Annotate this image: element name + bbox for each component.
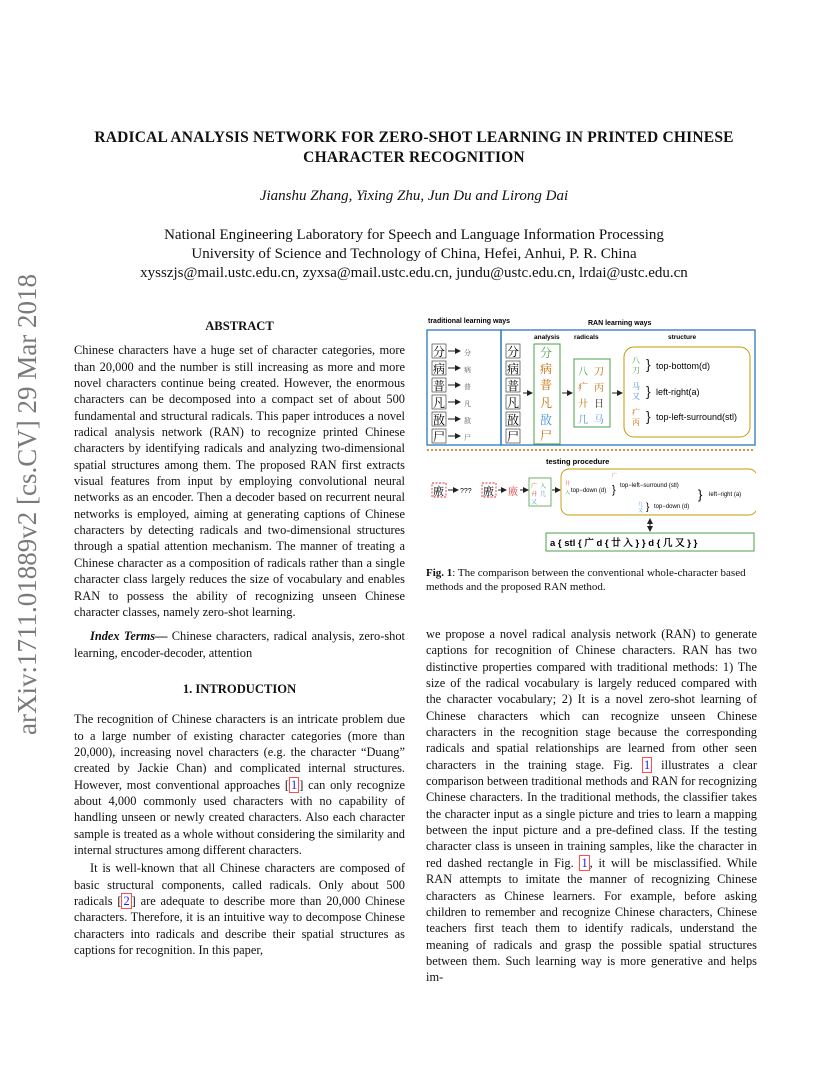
svg-text:廾: 廾: [578, 399, 588, 410]
intro-heading: 1. INTRODUCTION: [182, 681, 297, 696]
svg-text:病: 病: [507, 362, 520, 376]
svg-text:病: 病: [540, 362, 553, 376]
svg-text:廒: 廒: [433, 486, 444, 498]
svg-text:}: }: [612, 484, 616, 496]
svg-text:廒: 廒: [508, 487, 518, 498]
intro-p1-a: The recognition of Chinese characters is an intricate problem due to a large number of existing character categories (more than 20,000), increasing novel characters (e.g. the character “Duang” created by Jackie Chan) and complicated internal structures. However, most conventional approaches: [74, 712, 405, 792]
svg-text:廾: 廾: [565, 481, 571, 487]
svg-text:刀: 刀: [594, 367, 604, 378]
svg-text:丙: 丙: [632, 418, 640, 427]
svg-text:敔: 敔: [540, 413, 553, 427]
svg-text:普: 普: [433, 379, 446, 393]
abstract-heading: ABSTRACT: [205, 319, 274, 333]
analysis-label: analysis: [534, 334, 560, 341]
svg-text:日: 日: [594, 399, 604, 410]
svg-text:敔: 敔: [433, 413, 446, 427]
svg-text:廾: 廾: [531, 492, 538, 498]
svg-text:}: }: [646, 502, 650, 513]
traditional-chars: [432, 344, 471, 444]
svg-text:普: 普: [464, 384, 471, 391]
svg-text:几: 几: [578, 415, 588, 426]
svg-text:分: 分: [433, 345, 446, 359]
svg-text:普: 普: [540, 378, 553, 392]
svg-text:又: 又: [531, 500, 538, 506]
svg-text:广: 广: [612, 473, 618, 479]
caption-text: : The comparison between the conventional whole-character based methods and the proposed RAN method.: [426, 567, 746, 593]
svg-text:凡: 凡: [433, 396, 446, 410]
svg-text:分: 分: [464, 350, 471, 357]
affiliation-lab: National Engineering Laboratory for Speech and Language Information Processing: [164, 227, 664, 243]
traditional-label: traditional learning ways: [428, 318, 511, 325]
svg-text:疒: 疒: [632, 408, 640, 417]
svg-text:病: 病: [433, 362, 446, 376]
svg-text:top−down (d): top−down (d): [571, 488, 607, 494]
svg-text:尸: 尸: [540, 429, 553, 443]
svg-text:top−down (d): top−down (d): [654, 504, 690, 510]
svg-text:凡: 凡: [540, 396, 553, 410]
svg-text:尸: 尸: [433, 430, 446, 444]
svg-text:病: 病: [464, 367, 471, 374]
testing-label: testing procedure: [546, 457, 610, 466]
svg-text:}: }: [646, 383, 651, 399]
caption-sequence: a { stl { 广 d { 廿 入 } } d { 几 又 } }: [550, 538, 698, 549]
svg-text:}: }: [646, 356, 651, 372]
right-column: [426, 626, 757, 986]
svg-text:尸: 尸: [464, 435, 471, 442]
testing-traditional: [432, 483, 472, 498]
svg-text:敔: 敔: [464, 418, 471, 425]
affiliation-emails: xysszjs@mail.ustc.edu.cn, zyxsa@mail.ustc.edu.cn, jundu@ustc.edu.cn, lrdai@ustc.edu.cn: [140, 265, 688, 281]
svg-text:敔: 敔: [507, 413, 520, 427]
svg-text:八: 八: [632, 356, 640, 365]
svg-text:疒: 疒: [578, 383, 588, 394]
svg-text:left−right (a): left−right (a): [709, 492, 742, 498]
svg-text:又: 又: [638, 508, 644, 514]
intro-p2-b: are adequate to describe more than 20,000 Chinese characters. Therefore, it is an intuitive way to decompose Chinese characters into radicals and describe their spatial structures as captions for recognition. In this paper,: [74, 894, 406, 958]
structure-items: [632, 356, 737, 427]
right-text-c: , it will be misclassified. While RAN attempts to imitate the manner of recognizing Chinese characters as Chinese learners. For example, before asking children to remember and recognize Chinese characters, Chinese teachers first teach them to identify radicals, understand the meaning of radicals and grasp the possible spatial structures between them. Such learning way is more generative and helps im-: [426, 855, 757, 985]
radicals-glyphs: [578, 366, 604, 426]
intro-paragraph-2: It is well-known that all Chinese characters are composed of basic structural components, called radicals. Only about 500 radicals [ 2 ] are adequate to describe more than 20,000 Chinese characters. Therefore, it is an intuitive way to decompose Chinese characters into radicals and describe their spatial structures as captions for recognition. In this paper,: [74, 861, 406, 958]
right-text-b: illustrates a clear comparison between traditional methods and RAN for recognizing Chinese characters. In the traditional methods, the classifier takes the character input as a single picture and tries to learn a mapping between the input picture and a pre-defined class. If the testing character class is unseen in training samples, like the character in red dashed rectangle in Fig.: [426, 757, 757, 870]
figure-ref-link[interactable]: 1: [581, 855, 588, 870]
ran-label: RAN learning ways: [588, 320, 652, 327]
svg-text:入: 入: [565, 490, 571, 496]
left-column: [74, 318, 405, 958]
caption-label: Fig. 1: [426, 567, 453, 579]
analysis-chars: [540, 345, 552, 443]
svg-text:凡: 凡: [464, 401, 471, 408]
svg-text:入: 入: [540, 484, 547, 490]
svg-text:}: }: [646, 408, 651, 424]
svg-text:廒: 廒: [483, 486, 494, 498]
svg-text:普: 普: [507, 379, 520, 393]
struct-top-bottom: top-bottom(d): [656, 361, 711, 371]
title-line-2: CHARACTER RECOGNITION: [303, 149, 525, 166]
svg-text:马: 马: [594, 415, 604, 426]
figure-caption: [426, 566, 757, 594]
citation-link[interactable]: 1: [291, 777, 298, 792]
svg-text:马: 马: [632, 382, 640, 391]
abstract-text: Chinese characters have a huge set of character categories, more than 20,000 and the number is still increasing as more and more novel characters continue being created. However, the enormous characters can be decomposed into a compact set of about 500 fundamental and structural radicals. This paper introduces a novel radical analysis network (RAN) to recognize printed Chinese characters by identifying radicals and analyzing two-dimensional spatial structures among them. The proposed RAN first extracts visual features from input by employing convolutional neural networks as an encoder. Then a decoder based on recurrent neural networks is employed, aiming at generating captions of Chinese characters by detecting radicals and two-dimensional structures through a spatial attention mechanism. The manner of treating a Chinese character as a composition of radicals rather than a single character class largely reduces the size of vocabulary and enables RAN to possess the ability of recognizing unseen Chinese character classes, namely zero-shot learning.: [74, 343, 405, 619]
paper-title: [60, 128, 768, 168]
svg-text:刀: 刀: [632, 366, 640, 375]
testing-ran: [482, 469, 756, 551]
ran-input-chars: [506, 344, 520, 444]
authors: Jianshu Zhang, Yixing Zhu, Jun Du and Lirong Dai: [259, 188, 569, 204]
svg-text:???: ???: [460, 488, 472, 495]
svg-text:分: 分: [507, 345, 520, 359]
structure-label: structure: [668, 334, 697, 341]
right-text-a: we propose a novel radical analysis network (RAN) to generate captions for recognition of Chinese characters. RAN has two distinctive properties compared with traditional methods: 1) The size of the radical vocabulary is largely reduced compared with the character vocabulary; 2) It is a novel zero-shot learning of Chinese characters which can recognize unseen Chinese characters in the recognition stage because the corresponding radicals and spatial relationships are learned from other seen characters in the training stage. Fig.: [426, 627, 757, 772]
struct-left-right: left-right(a): [656, 387, 700, 397]
intro-p2-a: It is well-known that all Chinese characters are composed of basic structural components, called radicals. Only about 500 radicals: [74, 861, 405, 908]
title-line-1: RADICAL ANALYSIS NETWORK FOR ZERO-SHOT LEARNING IN PRINTED CHINESE: [94, 129, 734, 146]
svg-text:丙: 丙: [594, 383, 604, 394]
index-terms-label: Index Terms—: [90, 629, 168, 644]
svg-text:八: 八: [578, 367, 588, 378]
svg-text:分: 分: [540, 346, 553, 360]
figure-diagram: [426, 311, 756, 554]
right-paragraph: [426, 626, 757, 986]
svg-text:尸: 尸: [507, 430, 520, 444]
svg-text:几: 几: [638, 502, 644, 508]
svg-text:又: 又: [632, 392, 640, 401]
svg-text:几: 几: [540, 492, 547, 498]
intro-paragraph-1: The recognition of Chinese characters is an intricate problem due to a large number of existing character categories (more than 20,000), increasing novel characters (e.g. the character “Duang” created by Jackie Chan) and complicated internal structures. However, most conventional approaches [ 1 ] can only recognize about 4,000 commonly used characters with no capability of handling unseen or newly created characters. Also each character sample is treated as a whole without considering the similarity and internal structures among different characters.: [74, 712, 406, 857]
figure-ref-link[interactable]: 1: [643, 757, 651, 772]
struct-top-left-surround: top-left-surround(stl): [656, 412, 738, 422]
index-terms: [74, 628, 405, 661]
radicals-label: radicals: [574, 334, 599, 341]
figure-1: [426, 311, 756, 554]
svg-text:广: 广: [531, 484, 538, 490]
affiliation-university: University of Science and Technology of China, Hefei, Anhui, P. R. China: [191, 246, 637, 262]
arxiv-sidebar: arXiv:1711.01889v2 [cs.CV] 29 Mar 2018: [12, 274, 42, 735]
affiliation: [60, 226, 768, 283]
citation-link[interactable]: 2: [123, 894, 130, 908]
svg-text:凡: 凡: [507, 396, 520, 410]
index-terms-text: Chinese characters, radical analysis, zero-shot learning, encoder-decoder, attention: [74, 629, 405, 660]
svg-text:top−left−surround (stl): top−left−surround (stl): [620, 483, 679, 489]
intro-p1-b: can only recognize about 4,000 commonly used characters with no capability of handling unseen or newly created characters. Also each character sample is treated as a whole without considering the similarity and internal structures among different characters.: [74, 777, 406, 857]
svg-text:}: }: [698, 487, 703, 502]
